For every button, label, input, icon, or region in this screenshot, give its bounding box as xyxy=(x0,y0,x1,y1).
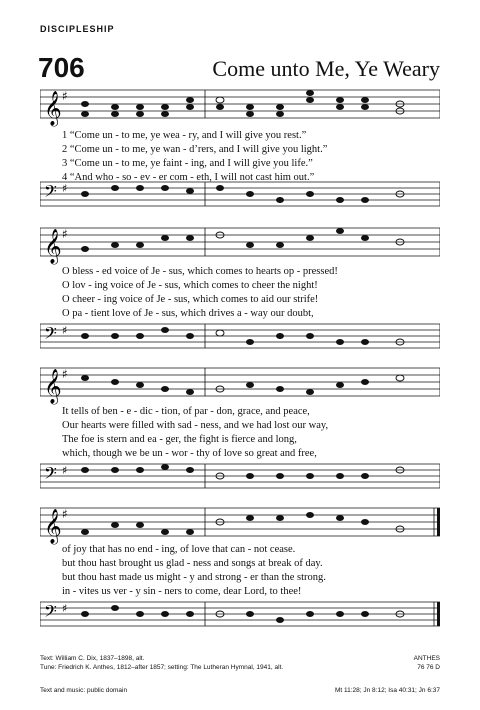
lyric-verse-2: but thou hast brought us glad - ness and songs at break of day. xyxy=(62,558,323,569)
lyric-verse-3: O cheer - ing voice of Je - sus, which comes to aid our strife! xyxy=(62,294,319,305)
hymn-number: 706 xyxy=(38,52,85,83)
treble-staff xyxy=(40,362,440,406)
lyric-verse-3: 3 “Come un - to me, ye faint - ing, and I will give you life.” xyxy=(62,158,313,169)
treble-clef-icon: 𝄞 xyxy=(44,509,62,544)
lyric-verse-1: It tells of ben - e - dic - tion, of par - don, grace, and peace, xyxy=(62,406,310,417)
treble-staff xyxy=(40,222,440,266)
credits xyxy=(40,654,283,672)
lyric-verse-4: which, though we be un - wor - thy of love so great and free, xyxy=(62,448,317,459)
text-credit: Text: William C. Dix, 1837–1898, alt. xyxy=(40,655,145,662)
tune-info xyxy=(414,654,440,672)
meter: 76 76 D xyxy=(417,664,440,671)
treble-clef-icon: 𝄞 xyxy=(44,369,62,404)
lyric-verse-3: but thou hast made us might - y and strong - er than the strong. xyxy=(62,572,326,583)
sharp-icon: ♯ xyxy=(62,89,68,103)
hymn-title: Come unto Me, Ye Weary xyxy=(212,56,440,81)
music-system-3 xyxy=(40,362,440,490)
lyric-verse-3: The foe is stern and ea - ger, the fight is fierce and long, xyxy=(62,434,297,445)
sharp-icon: ♯ xyxy=(62,182,68,195)
bass-clef-icon: 𝄢 xyxy=(44,463,57,487)
music-system-1 xyxy=(40,84,440,212)
tune-credit: Tune: Friedrich K. Anthes, 1812–after 1857; setting: The Lutheran Hymnal, 1941, alt. xyxy=(40,664,284,671)
lyric-verse-2: O lov - ing voice of Je - sus, which comes to cheer the night! xyxy=(62,280,318,291)
music-system-4 xyxy=(40,502,440,642)
sharp-icon: ♯ xyxy=(62,464,68,477)
lyric-verse-1: of joy that has no end - ing, of love that can - not cease. xyxy=(62,544,296,555)
lyric-verse-2: 2 “Come un - to me, ye wan - d’rers, and I will give you light.” xyxy=(62,144,328,155)
treble-clef-icon: 𝄞 xyxy=(44,91,62,126)
sharp-icon: ♯ xyxy=(62,507,68,521)
tune-name: ANTHES xyxy=(413,655,440,662)
sharp-icon: ♯ xyxy=(62,367,68,381)
treble-staff xyxy=(40,502,440,546)
lyric-verse-4: 4 “And who - so - ev - er com - eth, I will not cast him out.” xyxy=(62,172,315,183)
lyric-verse-2: Our hearts were filled with sad - ness, and we had lost our way, xyxy=(62,420,329,431)
bass-staff xyxy=(40,180,440,214)
treble-staff xyxy=(40,84,440,128)
bass-staff xyxy=(40,600,440,638)
lyric-verse-4: in - vites us ver - y sin - ners to come, dear Lord, to thee! xyxy=(62,586,302,597)
bass-clef-icon: 𝄢 xyxy=(44,323,57,347)
bass-clef-icon: 𝄢 xyxy=(44,601,57,625)
sharp-icon: ♯ xyxy=(62,324,68,337)
lyric-verse-4: O pa - tient love of Je - sus, which drives a - way our doubt, xyxy=(62,308,314,319)
bass-clef-icon: 𝄢 xyxy=(44,181,57,205)
treble-clef-icon: 𝄞 xyxy=(44,229,62,264)
bass-staff xyxy=(40,462,440,496)
copyright: Text and music: public domain xyxy=(40,687,128,694)
music-system-2 xyxy=(40,222,440,350)
bass-staff xyxy=(40,322,440,356)
sharp-icon: ♯ xyxy=(62,602,68,615)
lyric-verse-1: O bless - ed voice of Je - sus, which comes to hearts op - pressed! xyxy=(62,266,338,277)
scripture-references: Mt 11:28; Jn 8:12; Isa 40:31; Jn 6:37 xyxy=(334,687,440,694)
lyric-verse-1: 1 “Come un - to me, ye wea - ry, and I will give you rest.” xyxy=(62,130,307,141)
sharp-icon: ♯ xyxy=(62,227,68,241)
section-label: DISCIPLESHIP xyxy=(40,24,115,34)
